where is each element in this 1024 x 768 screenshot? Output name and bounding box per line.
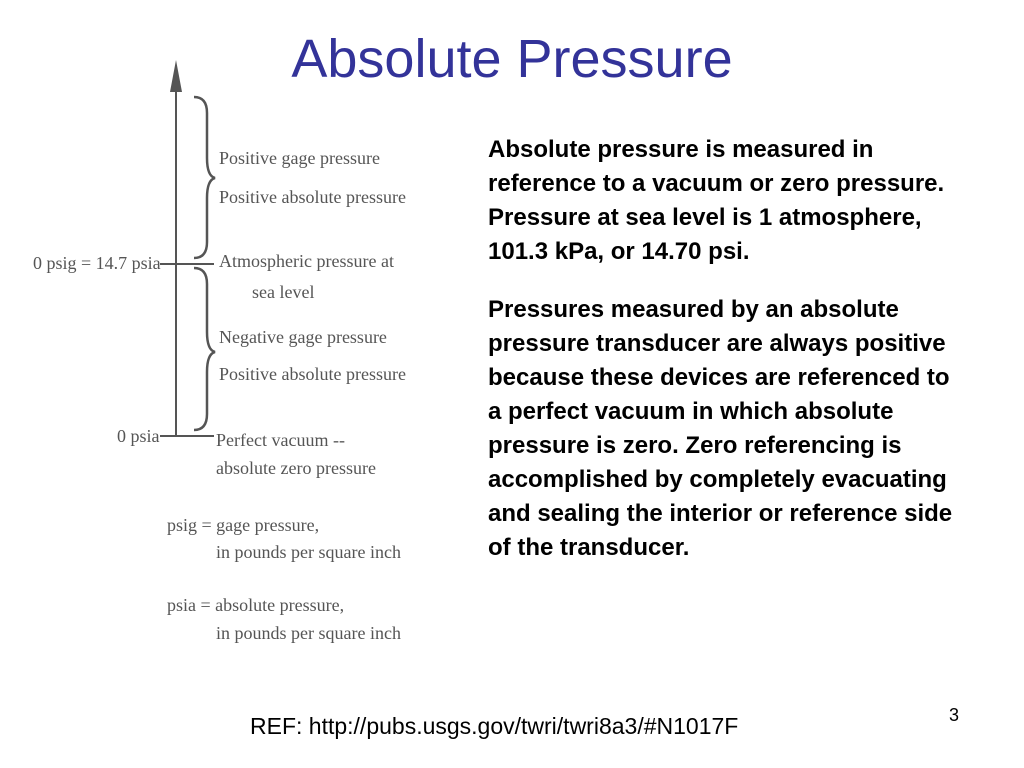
positive-gage-label: Positive gage pressure bbox=[219, 148, 380, 168]
paragraph-transducer: Pressures measured by an absolute pressure transducer are always positive because these devices are referenced to a perfect vacuum in which absolute pressure is zero. Zero referencing is accomplished by completely evacuating and sealing the interior or reference side of the transducer. bbox=[488, 296, 953, 561]
pressure-diagram bbox=[0, 0, 470, 700]
psia-legend-line2: in pounds per square inch bbox=[216, 623, 401, 643]
atmospheric-label: Atmospheric pressure at bbox=[219, 251, 394, 271]
positive-absolute-lower-label: Positive absolute pressure bbox=[219, 364, 406, 384]
psia-legend-line1: psia = absolute pressure, bbox=[167, 595, 345, 615]
page-number: 3 bbox=[949, 705, 960, 725]
axis-arrow-icon bbox=[170, 60, 182, 92]
body-text bbox=[488, 133, 958, 589]
atmospheric-reference-label: 0 psig = 14.7 psia bbox=[33, 253, 161, 273]
zero-reference-label: 0 psia bbox=[117, 426, 160, 446]
psig-legend-line1: psig = gage pressure, bbox=[167, 515, 320, 535]
positive-absolute-upper-label: Positive absolute pressure bbox=[219, 187, 406, 207]
psig-legend-line2: in pounds per square inch bbox=[216, 542, 401, 562]
reference-url: REF: http://pubs.usgs.gov/twri/twri8a3/#N1017F bbox=[250, 713, 739, 739]
lower-brace bbox=[194, 268, 215, 430]
slide-title: Absolute Pressure bbox=[291, 29, 733, 89]
perfect-vacuum-label: Perfect vacuum -- bbox=[216, 430, 345, 450]
negative-gage-label: Negative gage pressure bbox=[219, 327, 387, 347]
paragraph-absolute-pressure: Absolute pressure is measured in reference to a vacuum or zero pressure. Pressure at sea level is 1 atmosphere, 101.3 kPa, or 14.70 psi. bbox=[488, 136, 945, 265]
absolute-zero-label: absolute zero pressure bbox=[216, 458, 376, 478]
upper-brace bbox=[194, 97, 215, 258]
sea-level-label: sea level bbox=[252, 282, 315, 302]
